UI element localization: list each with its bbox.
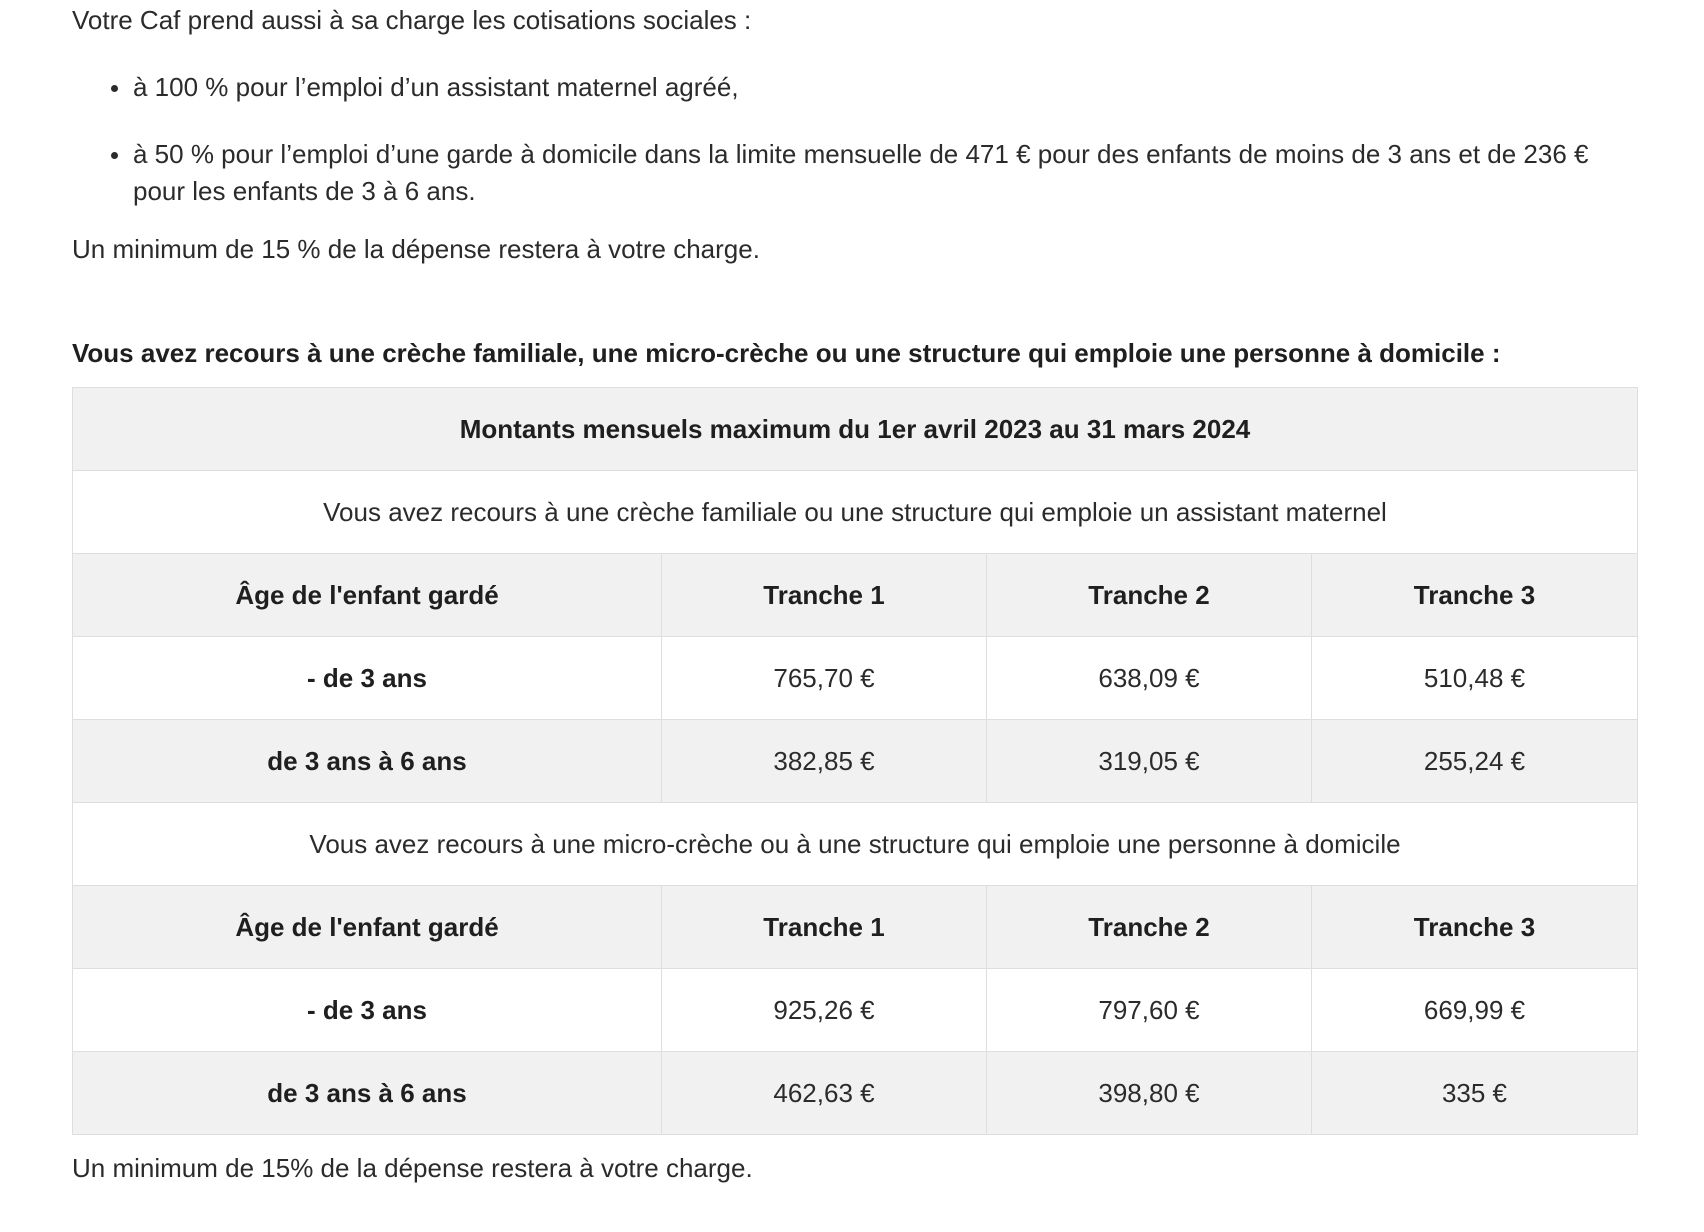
table-subtitle: Vous avez recours à une micro-crèche ou à une structure qui emploie une personne à domicile — [73, 803, 1638, 886]
intro-text: Votre Caf prend aussi à sa charge les cotisations sociales : — [72, 5, 752, 35]
table-row — [73, 1052, 1638, 1135]
amount-cell: 398,80 € — [987, 1052, 1312, 1135]
age-cell: - de 3 ans — [73, 969, 662, 1052]
amount-cell: 462,63 € — [662, 1052, 987, 1135]
column-header-tranche-3: Tranche 3 — [1312, 554, 1638, 637]
amount-cell: 382,85 € — [662, 720, 987, 803]
amount-cell: 765,70 € — [662, 637, 987, 720]
table-subtitle: Vous avez recours à une crèche familiale ou une structure qui emploie un assistant maternel — [73, 471, 1638, 554]
column-header-tranche-1: Tranche 1 — [662, 554, 987, 637]
column-header-tranche-2: Tranche 2 — [987, 554, 1312, 637]
table-row — [73, 720, 1638, 803]
table-subtitle-row — [73, 471, 1638, 554]
age-cell: de 3 ans à 6 ans — [73, 1052, 662, 1135]
list-item: à 50 % pour l’emploi d’une garde à domicile dans la limite mensuelle de 471 € pour des enfants de moins de 3 ans et de 236 € pour les enfants de 3 à 6 ans. — [133, 136, 1593, 210]
column-header-tranche-1: Tranche 1 — [662, 886, 987, 969]
amount-cell: 319,05 € — [987, 720, 1312, 803]
table-title: Montants mensuels maximum du 1er avril 2023 au 31 mars 2024 — [73, 388, 1638, 471]
monthly-amounts-table — [72, 387, 1638, 1135]
table-row — [73, 637, 1638, 720]
contribution-list — [72, 69, 1593, 240]
column-header-age: Âge de l'enfant gardé — [73, 886, 662, 969]
table-header-row — [73, 554, 1638, 637]
list-item: à 100 % pour l’emploi d’un assistant maternel agréé, — [133, 69, 1593, 106]
minimum-charge-note: Un minimum de 15 % de la dépense restera à votre charge. — [72, 234, 760, 264]
table-row — [73, 969, 1638, 1052]
column-header-tranche-3: Tranche 3 — [1312, 886, 1638, 969]
column-header-age: Âge de l'enfant gardé — [73, 554, 662, 637]
amount-cell: 797,60 € — [987, 969, 1312, 1052]
amount-cell: 669,99 € — [1312, 969, 1638, 1052]
age-cell: - de 3 ans — [73, 637, 662, 720]
minimum-charge-note: Un minimum de 15% de la dépense restera à votre charge. — [72, 1153, 753, 1183]
amount-cell: 335 € — [1312, 1052, 1638, 1135]
table-title-row — [73, 388, 1638, 471]
amount-cell: 510,48 € — [1312, 637, 1638, 720]
amount-cell: 925,26 € — [662, 969, 987, 1052]
amount-cell: 638,09 € — [987, 637, 1312, 720]
table-header-row — [73, 886, 1638, 969]
table-subtitle-row — [73, 803, 1638, 886]
amount-cell: 255,24 € — [1312, 720, 1638, 803]
age-cell: de 3 ans à 6 ans — [73, 720, 662, 803]
column-header-tranche-2: Tranche 2 — [987, 886, 1312, 969]
section-heading: Vous avez recours à une crèche familiale, une micro-crèche ou une structure qui emploie une personne à domicile : — [72, 338, 1501, 368]
